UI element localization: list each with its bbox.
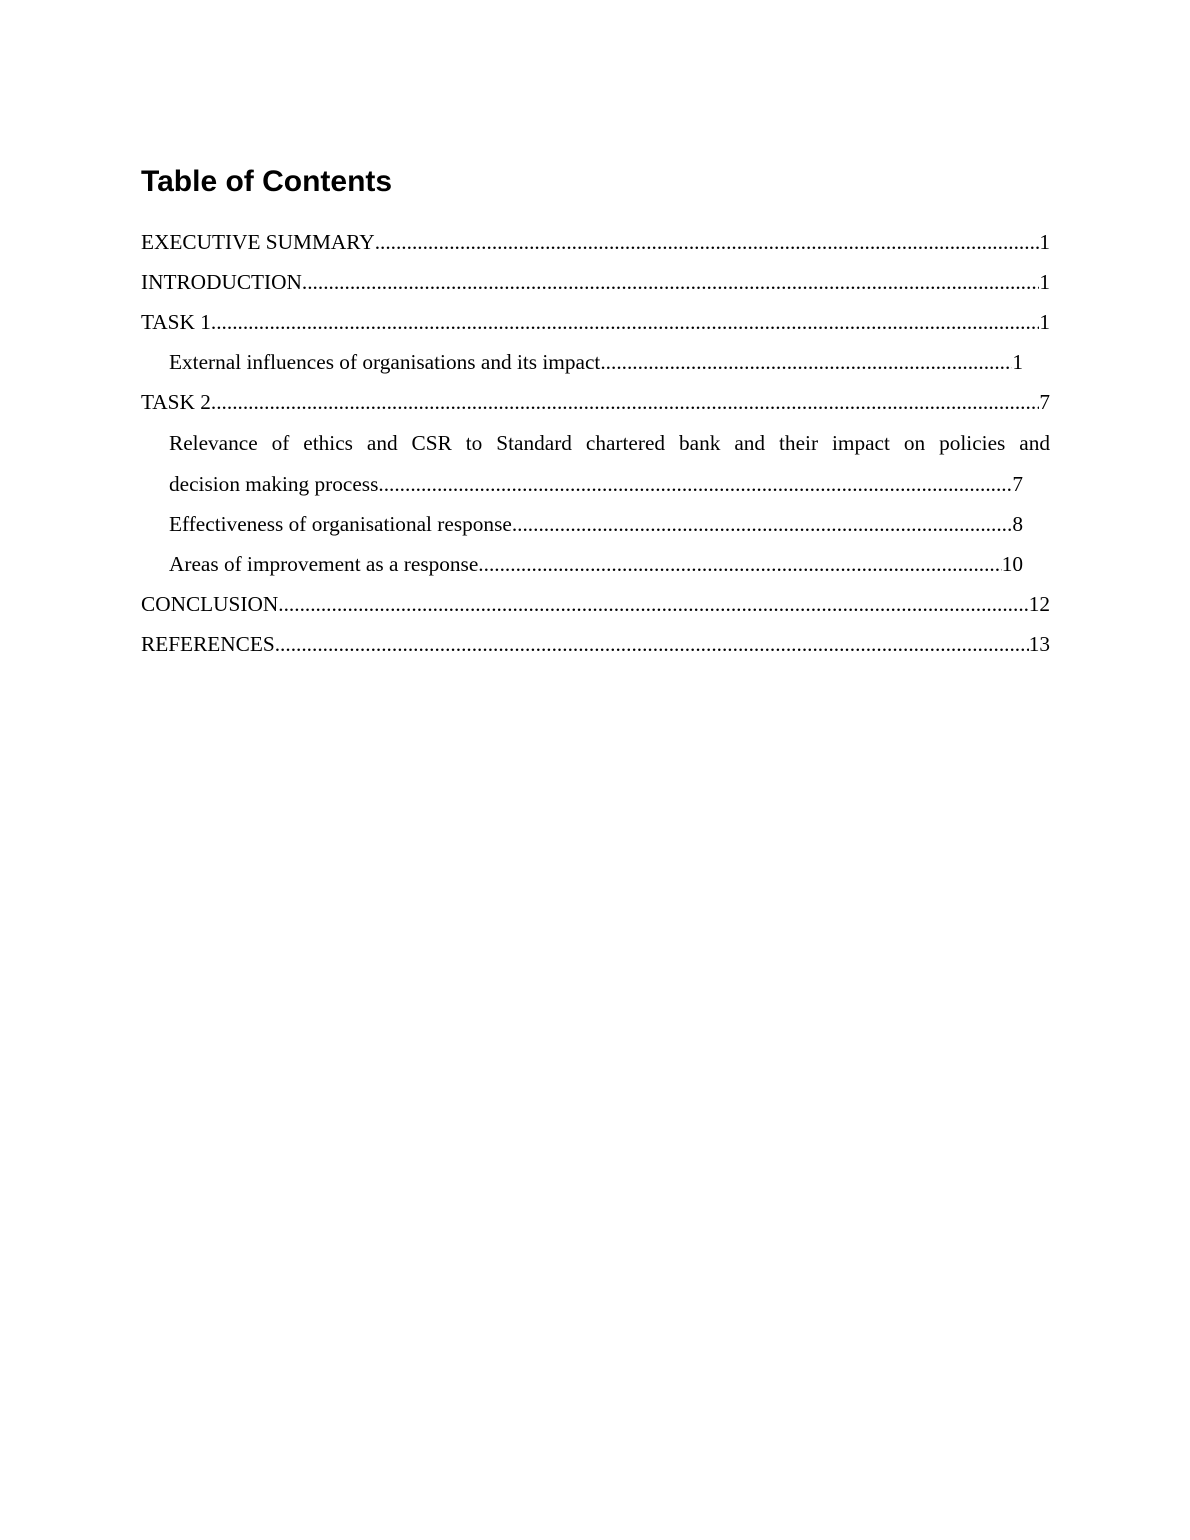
toc-entry-text: decision making process <box>169 472 379 496</box>
toc-entry-text: EXECUTIVE SUMMARY <box>141 230 375 254</box>
toc-page-number: 1 <box>1012 350 1023 374</box>
toc-entry-text: External influences of organisations and its impact <box>169 350 601 374</box>
toc-entry-effectiveness-of-response[interactable] <box>169 504 1023 544</box>
toc-dot-leader <box>302 262 1039 302</box>
toc-page-number: 7 <box>1012 472 1023 496</box>
toc-entry-areas-of-improvement[interactable] <box>169 544 1023 584</box>
toc-dot-leader <box>512 504 1013 544</box>
toc-entry-conclusion[interactable] <box>141 584 1050 624</box>
toc-dot-leader <box>211 302 1039 342</box>
toc-entry-relevance-of-ethics-line1[interactable]: Relevance of ethics and CSR to Standard chartered bank and their impact on policies and <box>169 431 1050 455</box>
toc-entry-external-influences[interactable] <box>169 342 1023 382</box>
toc-title: Table of Contents <box>141 165 393 198</box>
toc-entry-text: TASK 1 <box>141 310 211 334</box>
toc-dot-leader <box>600 342 1012 382</box>
toc-entry-text: TASK 2 <box>141 390 211 414</box>
toc-page-number: 1 <box>1039 310 1050 334</box>
toc-dot-leader <box>278 584 1028 624</box>
toc-entry-text: Effectiveness of organisational response <box>169 512 512 536</box>
toc-dot-leader <box>211 382 1039 422</box>
toc-dot-leader <box>375 222 1040 262</box>
toc-page-number: 10 <box>1001 552 1023 576</box>
toc-entry-references[interactable] <box>141 624 1050 664</box>
toc-page-number: 8 <box>1012 512 1023 536</box>
toc-dot-leader <box>478 544 1001 584</box>
toc-entry-introduction[interactable] <box>141 262 1050 302</box>
toc-dot-leader <box>378 464 1012 504</box>
toc-page-number: 1 <box>1039 270 1050 294</box>
toc-page-number: 13 <box>1028 632 1050 656</box>
toc-entry-text: Areas of improvement as a response <box>169 552 479 576</box>
toc-entry-text: REFERENCES <box>141 632 275 656</box>
toc-entry-task-2[interactable] <box>141 382 1050 422</box>
toc-dot-leader <box>275 624 1029 664</box>
toc-page-number: 7 <box>1039 390 1050 414</box>
toc-page-number: 12 <box>1028 592 1050 616</box>
toc-entry-text: CONCLUSION <box>141 592 279 616</box>
toc-entry-text: INTRODUCTION <box>141 270 302 294</box>
toc-entry-relevance-of-ethics[interactable] <box>169 464 1023 504</box>
toc-page-number: 1 <box>1039 230 1050 254</box>
toc-entry-executive-summary[interactable] <box>141 222 1050 262</box>
toc-entry-task-1[interactable] <box>141 302 1050 342</box>
